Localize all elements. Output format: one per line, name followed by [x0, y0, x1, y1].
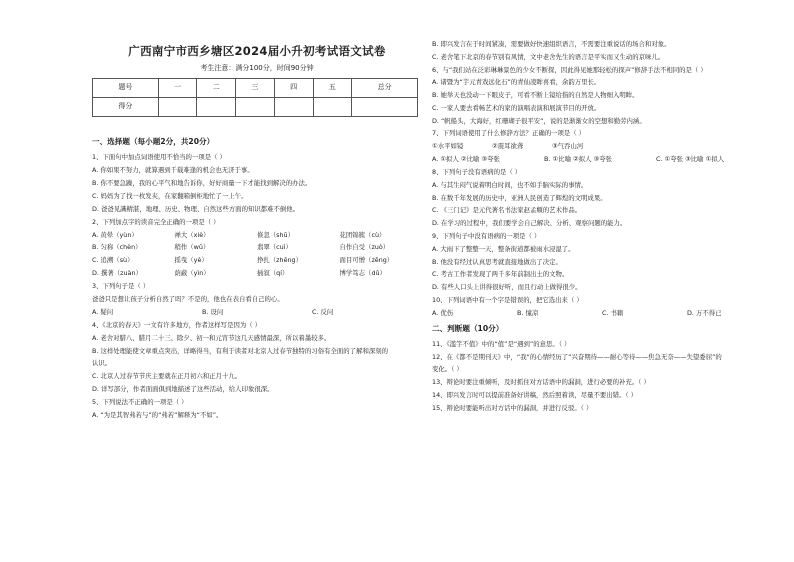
option-item: B. 憧凉	[517, 308, 539, 317]
score-cell	[274, 97, 313, 116]
question-option: A. 诸暨为“芋元青戏远化石”的青仙凌眸喜看，余韵万里长。	[432, 78, 601, 87]
option-row	[92, 231, 422, 240]
section-heading: 二、判断题（10分）	[432, 324, 504, 334]
score-row-label: 得分	[93, 97, 159, 116]
exam-notice: 考生注意：满分100分，时间90分钟	[200, 64, 314, 72]
question-option: B. 即兴发言在于时间紧凑，需要做好快速组织语言，不需要注重说话的场合和对象。	[432, 40, 671, 48]
option-item: 挣扎（zhēng）	[257, 256, 303, 265]
question-option: C. 一家人要去看畅艺术的家的演唱表演和展演节目的开放。	[432, 103, 601, 112]
score-header-cell: 一	[158, 78, 197, 97]
question-option: C. 北京人过春节节庆主要就在正月初六和正月十九。	[92, 372, 242, 381]
question-option: A. 与其生闷气说着明白时间，也不如手脑实际的事情。	[432, 180, 588, 189]
exam-title: 广西南宁市西乡塘区2024届小升初考试语文试卷	[128, 44, 386, 58]
question-option: C. 考古工作者发现了两千多年前制出土的文物。	[432, 270, 569, 279]
score-table-score-row	[93, 97, 418, 116]
question-stem: 8、下列句子没有语病的是（ ）	[432, 168, 522, 177]
question-stem: 11、《滥竽不值》中的“值”是“遇到”的意思。（ ）	[432, 339, 571, 348]
option-item: 花团锦簇（cù）	[339, 230, 386, 239]
score-cell	[236, 97, 275, 116]
score-header-cell: 五	[313, 78, 352, 97]
option-item: ②震耳欲聋	[492, 142, 524, 151]
question-option-continued: 认识。	[92, 359, 112, 368]
question-option: C. 《三门记》是元代著名书法家赵孟頫的艺术作品。	[432, 206, 582, 215]
question-stem: 14、即兴发言时可以提前准备好讲稿，然后照着读，尽量不要出错。（ ）	[432, 390, 638, 399]
score-table	[92, 78, 418, 117]
option-item: C. 追溯（sù）	[92, 256, 134, 265]
score-cell	[313, 97, 352, 116]
option-row	[92, 269, 422, 278]
option-item: B. 匀称（chèn）	[92, 243, 142, 252]
question-option: D. 在学习的过程中，我们要学会自己解决、分析、观察问题的能力。	[432, 219, 627, 228]
question-stem: 6、与“我们站在泛彩琳琳景色的少女不断探，因此得见她那轻松的探声”修辞手法不相同的是（ ）	[432, 65, 707, 74]
option-row	[92, 243, 422, 252]
question-stem: 5、下列说法不正确的一项是（ ）	[92, 398, 188, 407]
option-row	[92, 308, 422, 317]
option-item: C. 反问	[312, 307, 334, 316]
section-heading: 一、选择题（每小题2分，共20分）	[92, 136, 215, 146]
score-header-cell: 三	[236, 78, 275, 97]
option-item: 荫蔽（yìn）	[174, 269, 210, 278]
option-item: ③气吞山河	[552, 142, 584, 151]
question-stem: 10、下列词语中有一个字是错误的，把它选出来（ ）	[432, 295, 583, 304]
question-option: B. 她举天也没动一下眼皮子，可看不断上镜给指的自然是人物细入明眸。	[432, 91, 639, 100]
question-stem: 12、在《都不是期刊天》中，“我”的心情经历了“兴奋期待——耐心等待——焦急无奈——失望委屈”的	[432, 352, 722, 361]
question-stem: 3、下列句子是（ ）	[92, 282, 150, 291]
option-item: 倏忽（shū）	[257, 230, 294, 239]
option-item: 面目可憎（zēng）	[339, 256, 394, 265]
score-header-cell: 题号	[93, 78, 159, 97]
question-stem: 2、下列加点字的读音完全正确的一项是（ ）	[92, 217, 220, 226]
left-column	[92, 0, 422, 424]
option-item: A. 疑问	[92, 307, 114, 316]
option-item: A. ①拟人 ②比喻 ③夸张	[432, 155, 500, 164]
question-option: C. 妈妈为了找一枚发夹，在家翻箱倒柜地忙了一上午。	[92, 191, 248, 200]
question-option: B. 在数千年发展的历史中，亚洲人民创造了辉煌的文明成果。	[432, 193, 607, 202]
option-item: B. 设问	[202, 307, 224, 316]
question-sentence: 爸爸只是想让孩子分析自然了吗？不是的，他也在表自看自己的心。	[92, 294, 284, 303]
question-stem: 4、《北京的春天》一文有许多地方，作者这样写是因为（ ）	[92, 320, 262, 329]
question-stem: 13、辩论时要注重倾听，及时抓住对方话语中的漏洞，进行必要的补充。（ ）	[432, 378, 650, 387]
question-option: D. 有些人口头上讲得很好听，而且行动上做得很少。	[432, 283, 582, 292]
option-item: D. 撰著（zuàn）	[92, 269, 142, 278]
question-option: C. 老舍笔下北京的春节别有风情，文中老舍先生的语言是平实而又生动的京味儿。	[432, 52, 665, 61]
option-row	[432, 309, 772, 318]
question-option: B. 他没有经过认真思考就直接地做出了决定。	[432, 257, 562, 266]
question-option: D. 详写部分，作者面面俱到地描述了这些活动，给人印象很深。	[92, 385, 274, 394]
option-item: A. 黄晕（yùn）	[92, 230, 138, 239]
option-item: ①水平如镜	[432, 142, 464, 151]
option-item: D. 万不得已	[687, 308, 722, 317]
option-item: 摇曳（yè）	[174, 256, 208, 265]
option-row	[432, 142, 772, 151]
option-item: C. ①夸张 ③比喻 ①拟人	[656, 155, 725, 164]
option-item: 稍作（wǔ）	[174, 243, 210, 252]
question-option: A. 你如果不努力，就算遇到千载难逢的机会也无济于事。	[92, 166, 254, 175]
option-item: 博学笃志（dǔ）	[339, 269, 386, 278]
score-table-header-row	[93, 78, 418, 97]
option-row	[92, 256, 422, 265]
question-option: D. 爸爸见識精湛，地理、历史、物理、自然这些方面的知识都难不倒他。	[92, 204, 300, 213]
question-option: A. “为是其智弗若与”的“弗若”解释为“不如”。	[92, 411, 223, 419]
question-option: B. 这样处理能使文章重点突出，详略得当，有利于读者对北京人过春节独特的习俗有全面的了解和深刻的	[92, 346, 389, 355]
question-option: A. 大雨下了整整一天，整条街道都被雨水浸湿了。	[432, 244, 575, 253]
question-stem: 9、下列句子中没有语病的一项是（ ）	[432, 231, 541, 240]
option-item: 翡翠（cuì）	[257, 243, 292, 252]
score-cell	[352, 97, 418, 116]
option-row	[432, 155, 772, 164]
question-option: A. 老舍对腊八、腊月二十三、除夕、初一和元宵节这几天感情最深，所以着墨较多。	[92, 333, 331, 342]
question-option: D. “帆船头，大海好，红珊瑚子很平安”，说的是渐渐女的空想和勤劳内涵。	[432, 116, 646, 125]
question-stem: 15、辩论时要能听出对方话中的漏洞，并进行反驳。（ ）	[432, 403, 593, 412]
option-item: C. 书籍	[602, 308, 624, 317]
question-option: B. 你不要急躁，我的心平气和地告诉你，好好商量一下才能找到解决的办法。	[92, 178, 312, 187]
question-stem: 7、下列词语使用了什么修辞方法？正确的一项是（ ）	[432, 129, 586, 138]
option-item: B. ①比喻 ②拟人 ③夸张	[544, 155, 613, 164]
option-item: A. 优伤	[432, 308, 454, 317]
option-item: 禅大（xiè）	[174, 230, 210, 239]
score-header-cell: 总分	[352, 78, 418, 97]
score-cell	[158, 97, 197, 116]
score-header-cell: 四	[274, 78, 313, 97]
option-item: 自作自受（zuò）	[339, 243, 390, 252]
right-column	[432, 40, 772, 417]
question-stem: 1、下面句中加点词语使用不恰当的一项是（ ）	[92, 153, 226, 162]
option-item: 插叙（qí）	[257, 269, 289, 278]
question-stem-continued: 变化。（ ）	[432, 365, 463, 374]
score-cell	[197, 97, 236, 116]
score-header-cell: 二	[197, 78, 236, 97]
